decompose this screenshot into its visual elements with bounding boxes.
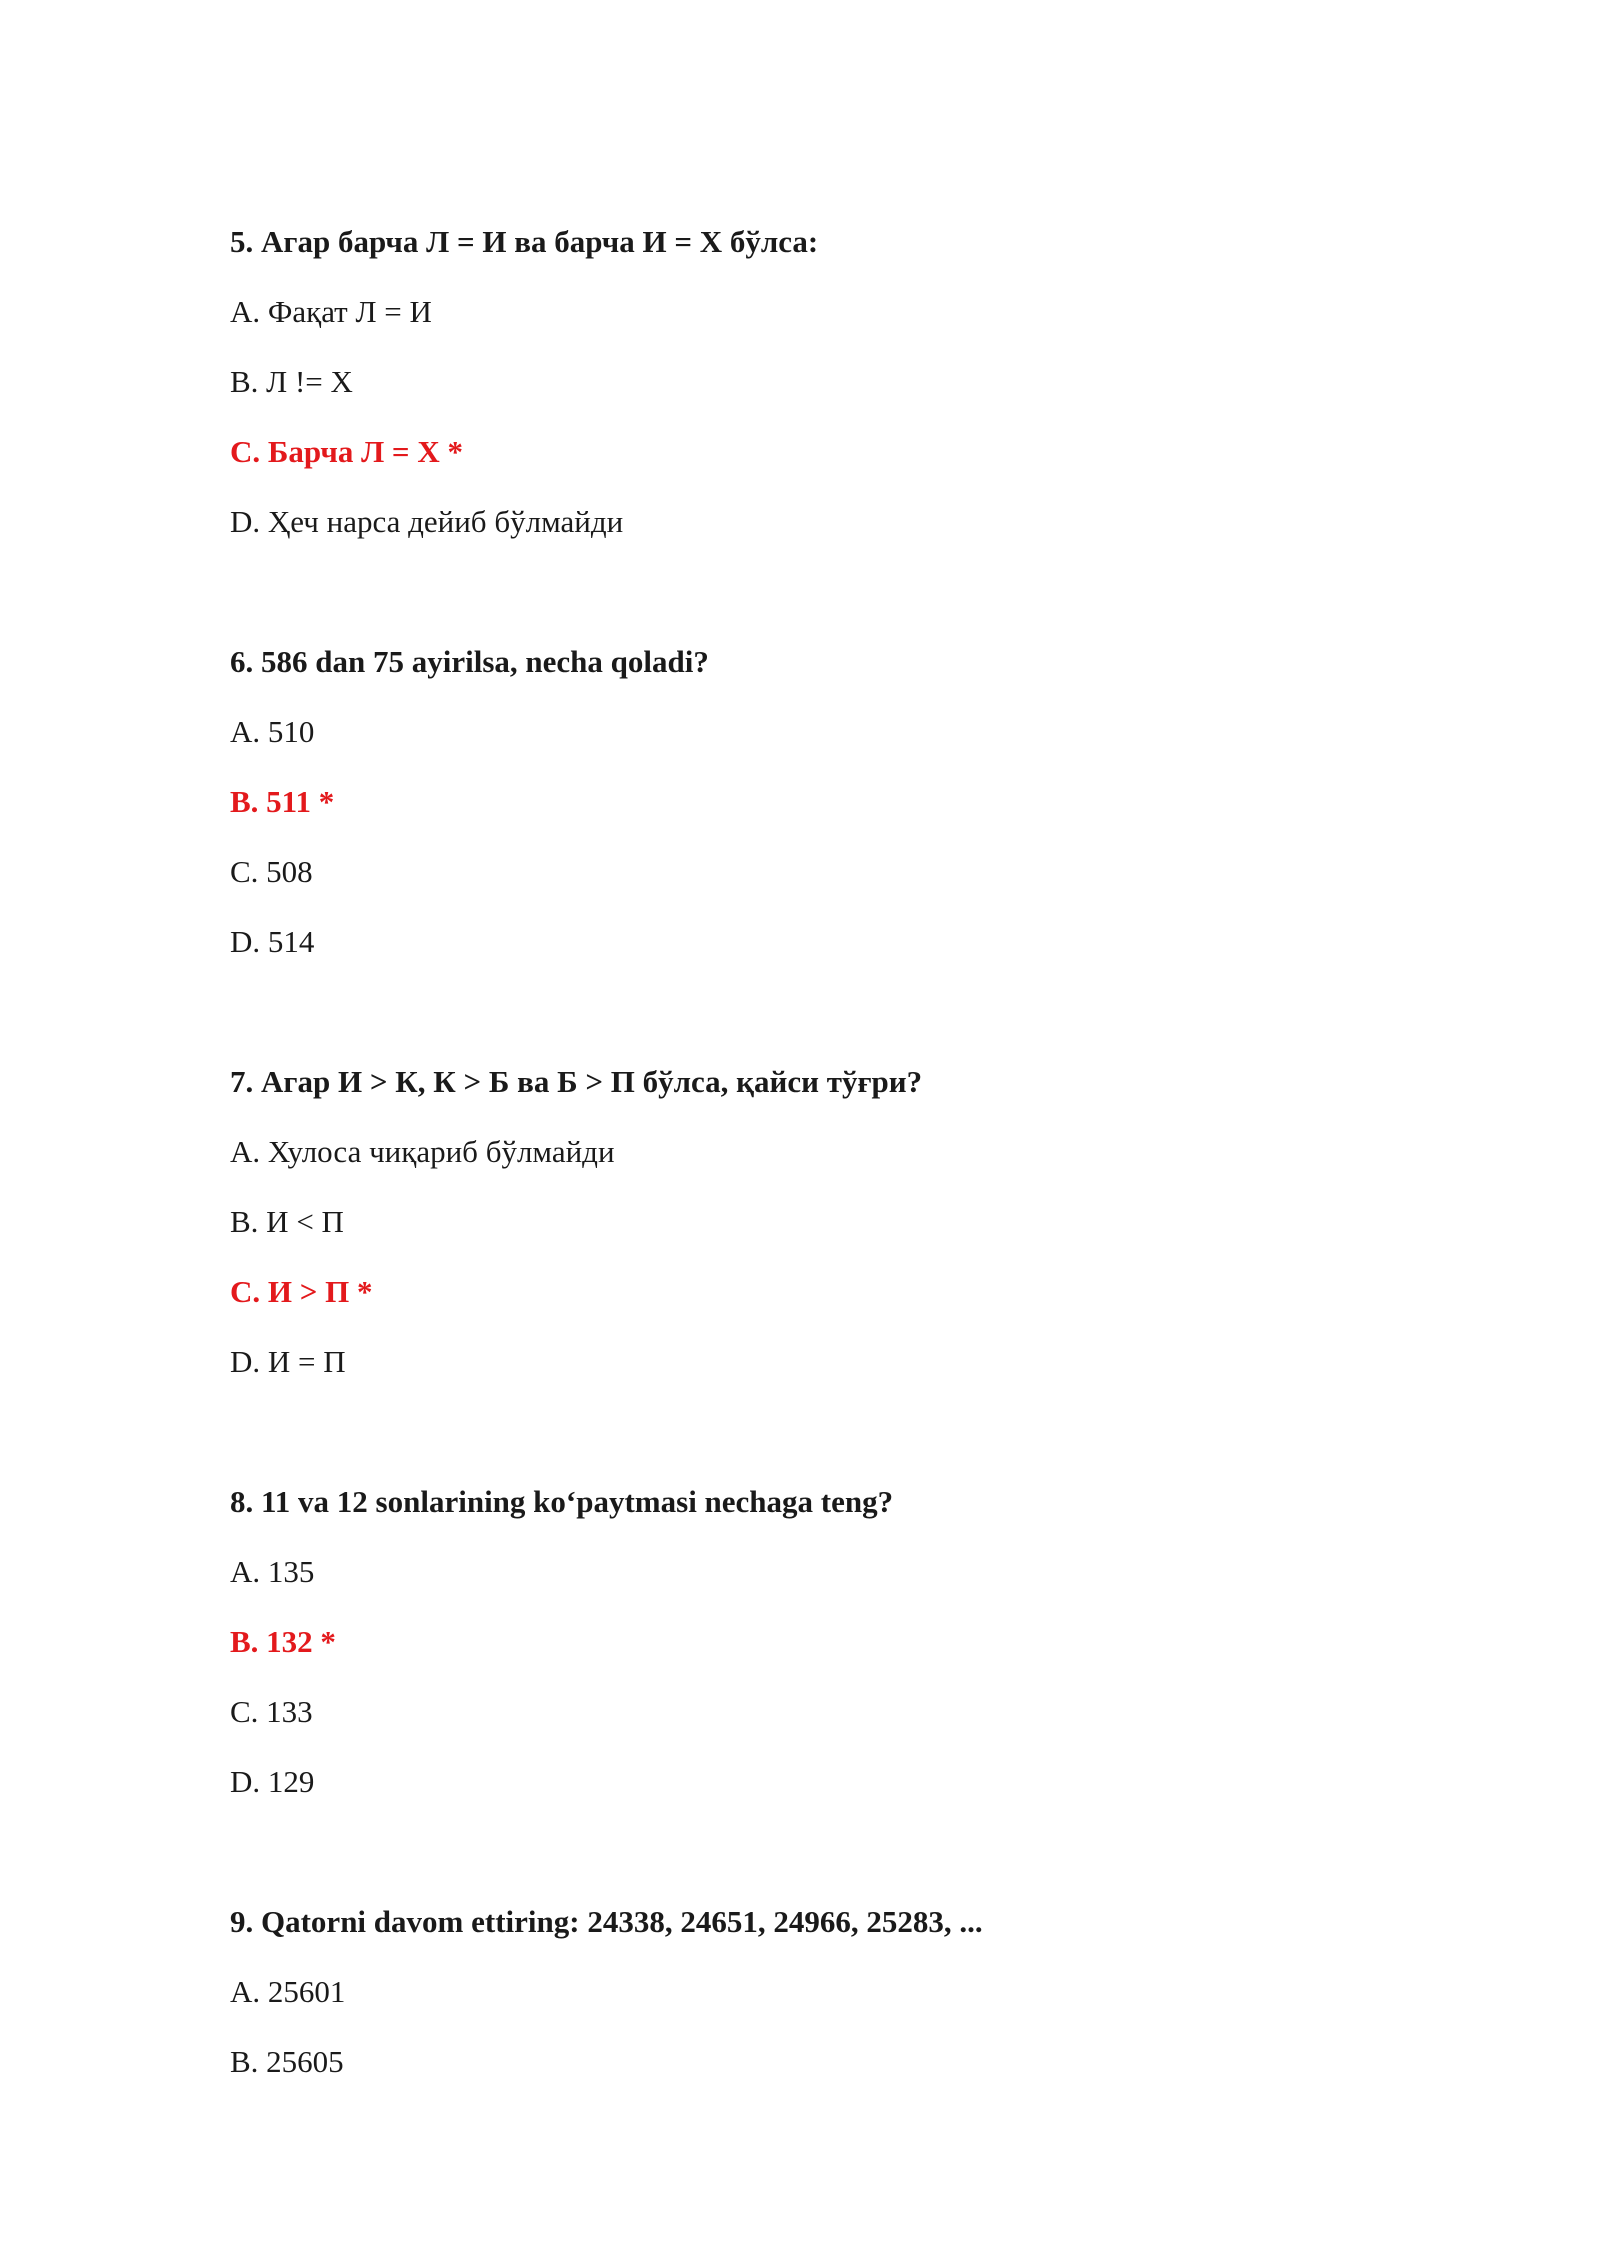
option-c-correct: C. Барча Л = Х * (230, 434, 463, 469)
option-d: D. 129 (230, 1764, 315, 1799)
option-b: B. И < П (230, 1204, 344, 1239)
question-title: 5. Агар барча Л = И ва барча И = Х бўлса: (230, 224, 819, 259)
question-title: 9. Qatorni davom ettiring: 24338, 24651, 24966, 25283, ... (230, 1904, 983, 1939)
option-c: C. 133 (230, 1694, 313, 1729)
question-title: 8. 11 va 12 sonlarining koʻpaytmasi nechaga teng? (230, 1484, 894, 1519)
question-title: 7. Агар И > К, К > Б ва Б > П бўлса, қайси тўғри? (230, 1064, 923, 1099)
option-a: A. 135 (230, 1554, 315, 1589)
option-a: A. 25601 (230, 1974, 346, 2009)
option-b-correct: B. 132 * (230, 1624, 336, 1659)
question-title: 6. 586 dan 75 ayirilsa, necha qoladi? (230, 644, 709, 679)
option-c: C. 508 (230, 854, 313, 889)
option-a: A. Хулоса чиқариб бўлмайди (230, 1134, 615, 1169)
option-c-correct: C. И > П * (230, 1274, 373, 1309)
option-a: A. 510 (230, 714, 315, 749)
option-d: D. И = П (230, 1344, 346, 1379)
question-8 (230, 1484, 1430, 1834)
question-5 (230, 224, 1430, 574)
option-b: B. Л != Х (230, 364, 353, 399)
question-9 (230, 1904, 1430, 2114)
option-d: D. Ҳеч нарса дейиб бўлмайди (230, 504, 624, 539)
option-d: D. 514 (230, 924, 315, 959)
option-a: A. Фақат Л = И (230, 294, 432, 329)
option-b-correct: B. 511 * (230, 784, 335, 819)
question-7 (230, 1064, 1430, 1414)
question-6 (230, 644, 1430, 994)
option-b: B. 25605 (230, 2044, 344, 2079)
